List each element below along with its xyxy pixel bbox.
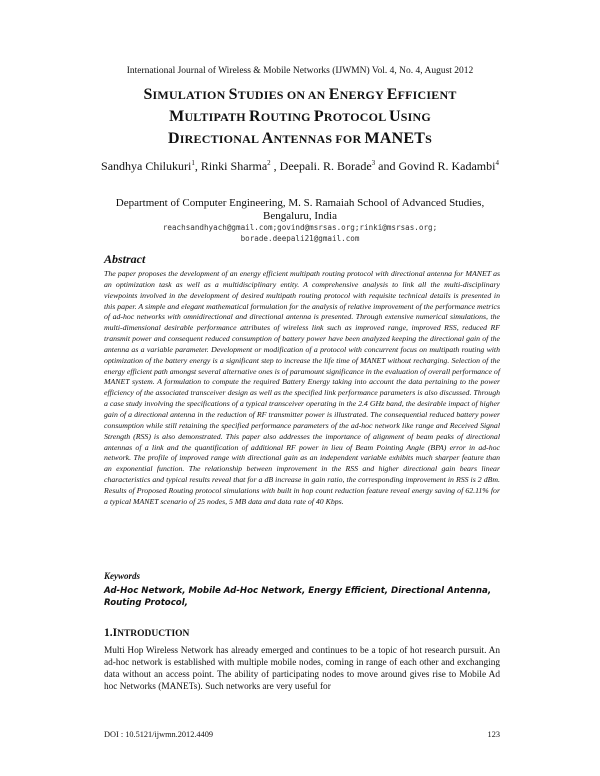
- introduction-body: Multi Hop Wireless Network has already emerged and continues to be a topic of hot research pursuit. An ad-hoc network is established with multiple mobile nodes, coming in range of each other and exchanging data without an access point. The ability of participating nodes to move around gives rise to Mobile Ad hoc Networks (MANETs). Such networks are very useful for: [104, 646, 500, 692]
- title-line-2: MULTIPATH ROUTING PROTOCOL USING: [169, 108, 431, 125]
- author-list: Sandhya Chilukuri$^1$, Rinki Sharma$^2$ , Deepali. R. Borade$^3$ and Govind R. Kadambi$^4$: [101, 159, 499, 173]
- introduction-heading: 1.INTRODUCTION: [104, 627, 190, 639]
- paper-title: [60, 84, 540, 150]
- author-emails: reachsandhyach@gmail.com;govind@msrsas.org;rinki@msrsas.org; borade.deepali21@gmail.com: [162, 223, 438, 243]
- keywords-heading: Keywords: [104, 571, 140, 581]
- journal-header: International Journal of Wireless & Mobile Networks (IJWMN) Vol. 4, No. 4, August 2012: [126, 66, 474, 76]
- affiliation: Department of Computer Engineering, M. S. Ramaiah School of Advanced Studies, Bengaluru, India: [115, 197, 485, 222]
- keywords-list: Ad-Hoc Network, Mobile Ad-Hoc Network, Energy Efficient, Directional Antenna, Routing Protocol,: [104, 586, 492, 608]
- page-number: 123: [487, 730, 500, 739]
- abstract-body: The paper proposes the development of an energy efficient multipath routing protocol with directional antenna for MANET as an optimization task as well as a multidisciplinary entity. A comprehensive analysis to link all the multi-disciplinary viewpoints involved in the development of desired multipath routing protocol with requisite technical details is presented in this paper. A simple and elegant mathematical formulation for the analysis of relative improvement of the performance metrics of ad-hoc networks with omnidirectional and directional antenna is presented. Through extensive numerical simulations, the multi-dimensional desirable performance attributes of wireless link such as improved range, improved RSS, reduced RF transmit power and consequent reduced consumption of battery power have been analyzed keeping the directional gain of the antenna as a variable parameter. Development or modification of a protocol with concurrent focus on multipath routing with optimization of the battery energy is a significant step to increase the life time of MANET without recharging. Selection of the energy efficient path amongst several alternative ones is of paramount significance in the evaluation of overall performance of MANET system. A formulation to compute the required Battery Energy taking into account the data pertaining to the power efficiency of the associated transceiver design as well as the specified link performance parameters is also discussed. Through a case study involving the specifications of a typical transceiver operating in the 2.4 GHz band, the desirable impact of higher gain of a directional antenna in the reduction of RF transmitter power is illustrated. The consequential reduced battery power consumption while still retaining the specified performance parameters of the ad-hoc network like range and Received Signal Strength (RSS) is also demonstrated. This paper also addresses the importance of alignment of beam peaks of directional antennas of a link and the quantification of additional RF power in lieu of Beam Pointing Angle (BPA) error in ad-hoc network. The profile of improved range with directional gain as an independent variable exhibits much sharper feature than an exponential function. The relationship between improvement in the RSS and higher directional gain bears linear characteristics and typical results reveal that for a dB increase in gain ratio, the corresponding improvement in RSS is 2 dBm. Results of Proposed Routing protocol simulations with built in hop count reduction feature reveal energy saving of 62.11% for a typical MANET scenario of 25 nodes, 5 MB data and data rate of 40 Kbps.: [104, 269, 500, 506]
- title-line-3: DIRECTIONAL ANTENNAS FOR MANETS: [168, 130, 432, 147]
- title-line-1: SIMULATION STUDIES ON AN ENERGY EFFICIENT: [143, 86, 457, 103]
- abstract-heading: Abstract: [104, 252, 146, 266]
- footer-doi: DOI : 10.5121/ijwmn.2012.4409: [104, 730, 214, 739]
